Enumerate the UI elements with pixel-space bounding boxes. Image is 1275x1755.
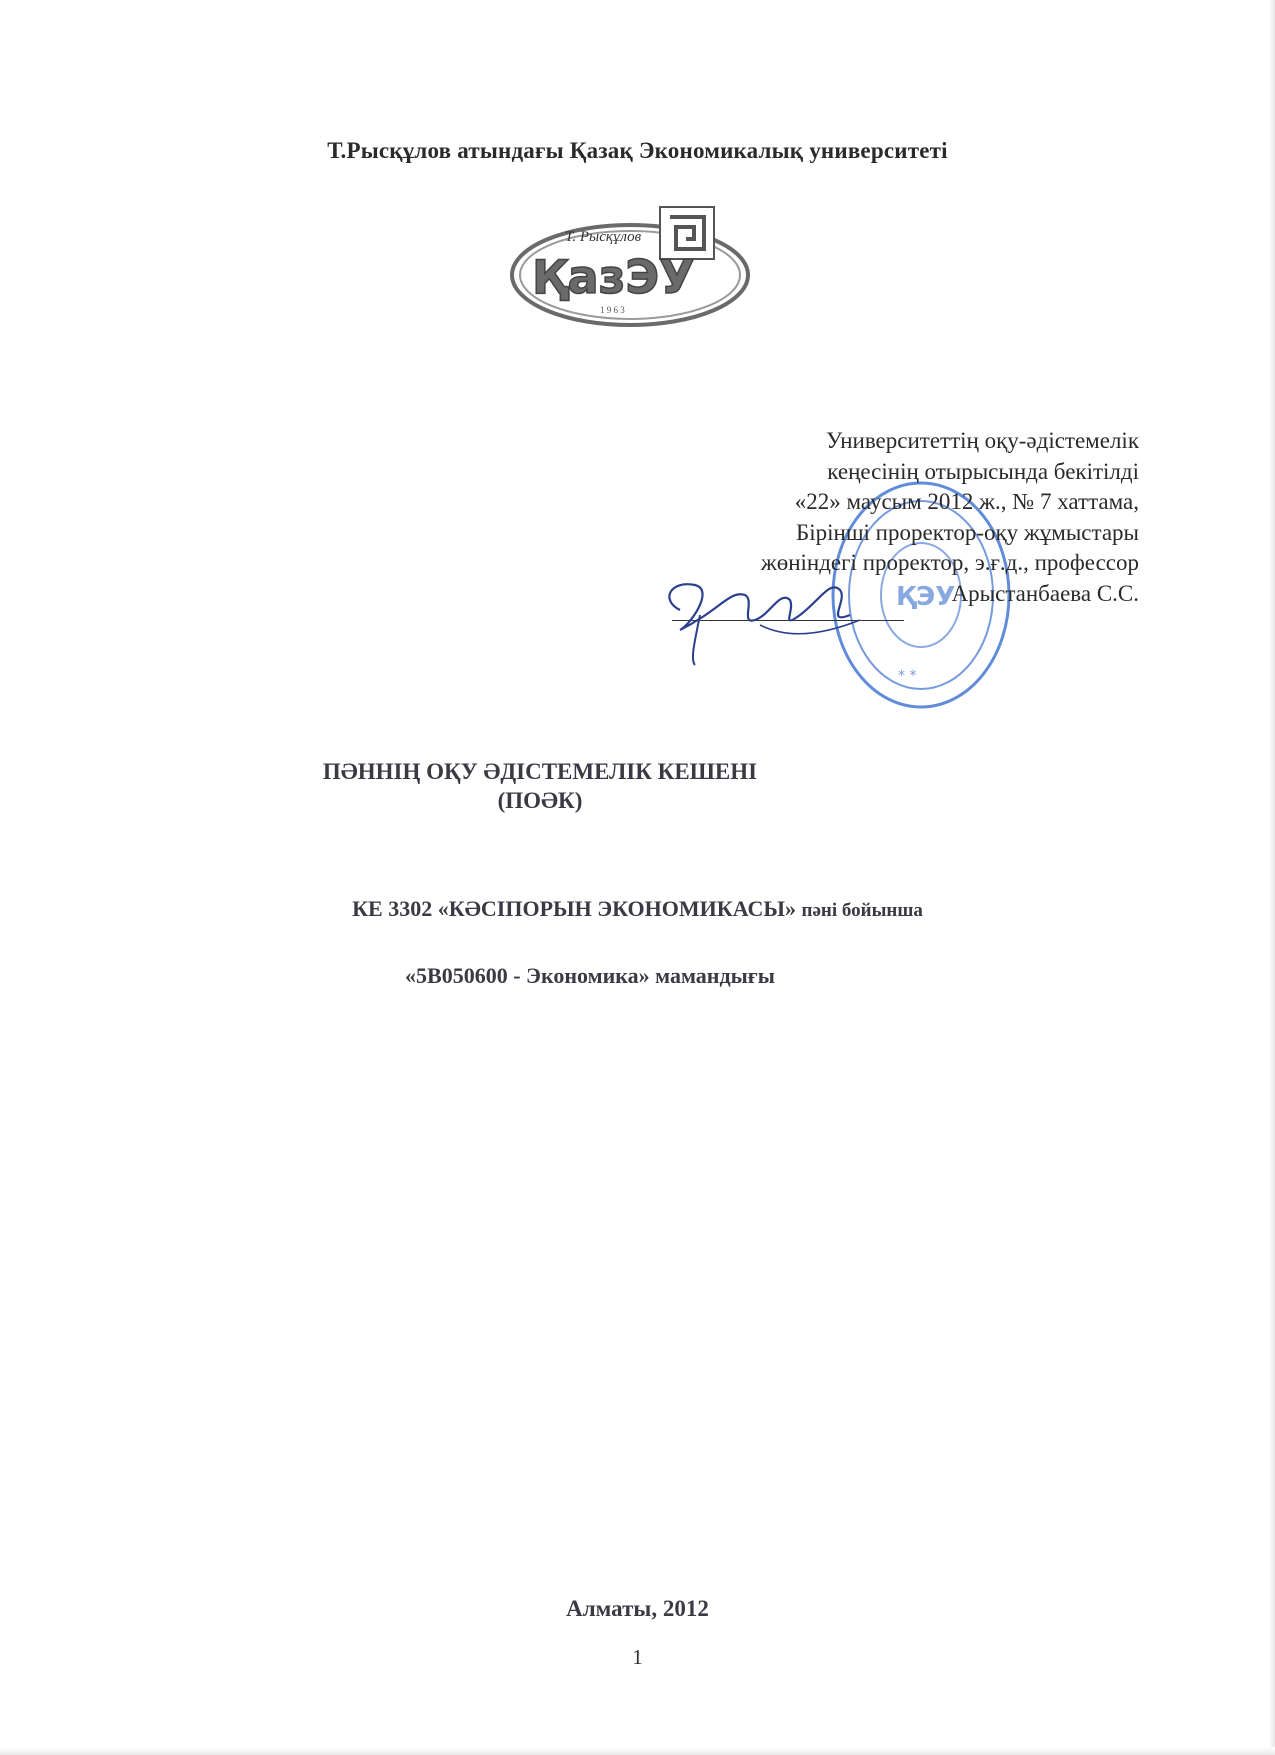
approval-line: Бірінші проректор-оқу жұмыстары bbox=[796, 519, 1139, 545]
approval-line: жөніндегі проректор, э.ғ.д., профессор bbox=[760, 550, 1139, 575]
university-title: Т.Рысқұлов атындағы Қазақ Экономикалық университеті bbox=[327, 138, 948, 163]
scan-edge-bottom bbox=[0, 1747, 1275, 1755]
city-year: Алматы, 2012 bbox=[566, 1596, 709, 1621]
course-name: КЕ 3302 «КӘСІПОРЫН ЭКОНОМИКАСЫ» bbox=[352, 896, 797, 921]
approval-signatory: Арыстанбаева С.С. bbox=[951, 580, 1139, 606]
page-number: 1 bbox=[632, 1645, 643, 1669]
logo-year: 1 9 6 3 bbox=[600, 305, 625, 315]
svg-text:ҚЭУ: ҚЭУ bbox=[896, 582, 956, 612]
course-suffix: пәні бойынша bbox=[801, 900, 923, 921]
approval-line: «22» маусым 2012 ж., № 7 хаттама, bbox=[794, 489, 1139, 514]
logo-signature: Т. Рысқұлов bbox=[565, 229, 642, 245]
specialty-line: «5В050600 - Экономика» мамандығы bbox=[405, 963, 775, 988]
document-title bbox=[300, 757, 780, 815]
logo-brand: ҚазЭУ bbox=[532, 250, 695, 304]
course-line bbox=[0, 896, 1275, 922]
handwritten-signature bbox=[660, 570, 900, 680]
approval-line: кеңесінің отырысында бекітілді bbox=[827, 458, 1139, 484]
document-title-line2: (ПОӘК) bbox=[497, 788, 583, 813]
scan-edge-right bbox=[1269, 0, 1275, 1755]
document-title-line1: ПӘННІҢ ОҚУ ӘДІСТЕМЕЛІК КЕШЕНІ bbox=[322, 759, 758, 784]
approval-line: Университеттің оқу-әдістемелік bbox=[825, 428, 1139, 453]
svg-text:* *: * * bbox=[898, 668, 917, 684]
university-logo bbox=[510, 205, 770, 330]
